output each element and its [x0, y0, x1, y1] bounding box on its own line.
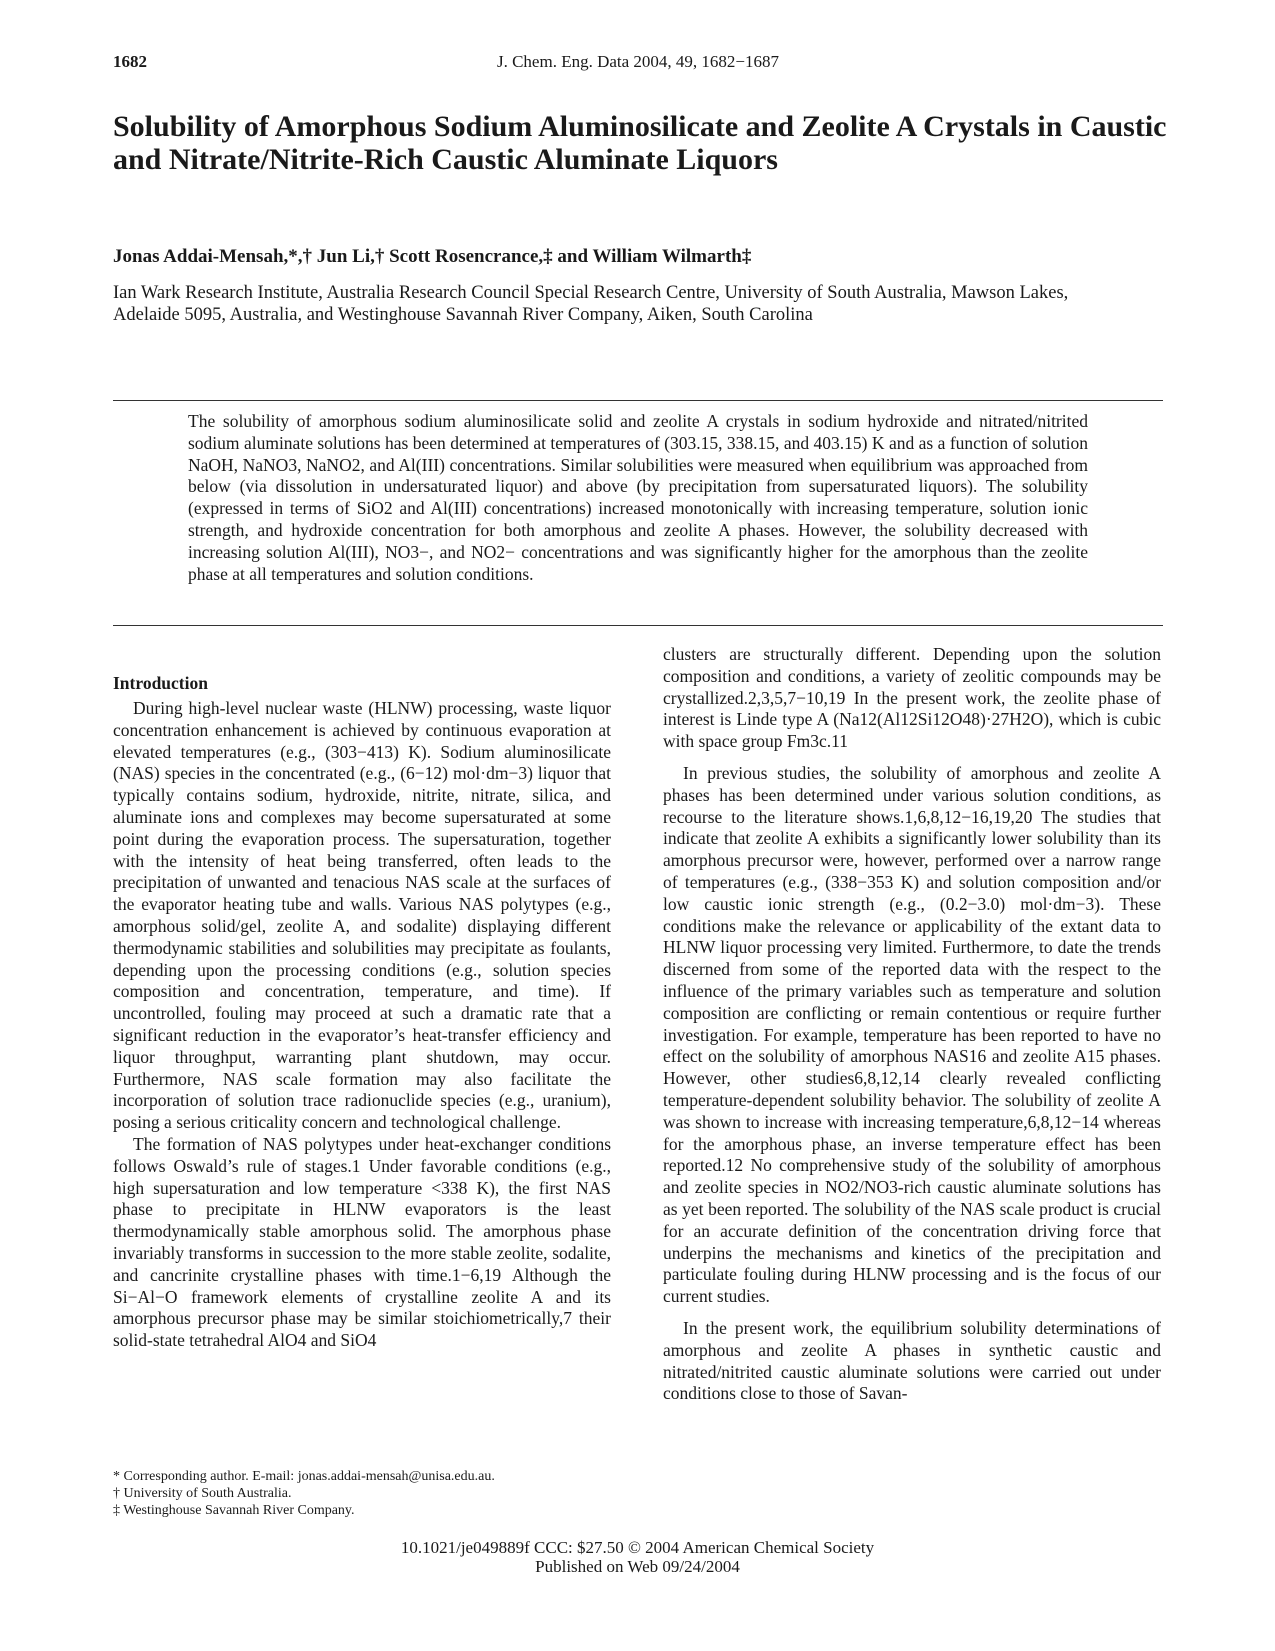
section-heading-introduction: Introduction — [113, 673, 208, 693]
paragraph-spacer — [663, 1308, 1161, 1318]
running-head — [113, 52, 1163, 76]
footnote-affiliation-dagger: † University of South Australia. — [113, 1486, 292, 1501]
abstract-bottom-rule — [113, 625, 1163, 626]
body-paragraph: The formation of NAS polytypes under heat-exchanger conditions follows Oswald’s rule of stages.1 Under favorable conditions (e.g., high supersaturation and low temperature <338 K), the first NAS phase to precipitate in HLNW evaporators is the least thermodynamically stable amorphous solid. The amorphous phase invariably transforms in succession to the more stable zeolite, sodalite, and cancrinite crystalline phases with time.1−6,19 Although the Si−Al−O framework elements of crystalline zeolite A and its amorphous precursor phase may be similar stoichiometrically,7 their solid-state tetrahedral AlO4 and SiO4 — [113, 1133, 611, 1351]
doi-copyright-line: 10.1021/je049889f CCC: $27.50 © 2004 American Chemical Society — [400, 1538, 875, 1557]
abstract-top-rule — [113, 400, 1163, 401]
footnote-corresponding-author: * Corresponding author. E-mail: jonas.addai-mensah@unisa.edu.au. — [113, 1469, 495, 1484]
author-affiliation: Ian Wark Research Institute, Australia Research Council Special Research Centre, University of South Australia, Mawson Lakes, Adelaide 5095, Australia, and Westinghouse Savannah River Company, Aiken, South Carolina — [113, 283, 1069, 325]
left-column — [113, 672, 611, 1352]
published-date-line: Published on Web 09/24/2004 — [535, 1557, 740, 1576]
right-column — [663, 644, 1161, 1405]
body-paragraph: During high-level nuclear waste (HLNW) processing, waste liquor concentration enhancement is achieved by continuous evaporation at elevated temperatures (e.g., (303−413) K). Sodium aluminosilicate (NAS) species in the concentrated (e.g., (6−12) mol·dm−3) liquor that typically contains sodium, hydroxide, nitrite, nitrate, silica, and aluminate ions and complexes may become supersaturated at some point during the evaporation process. The supersaturation, together with the intensity of heat being transferred, often leads to the precipitation of unwanted and tenacious NAS scale at the surfaces of the evaporator heating tube and walls. Various NAS polytypes (e.g., amorphous solid/gel, zeolite A, and sodalite) displaying different thermodynamic stabilities and solubilities may precipitate as foulants, depending upon the processing conditions (e.g., solution species composition and concentration, temperature, and time). If uncontrolled, fouling may proceed at such a dramatic rate that a significant reduction in the evaporator’s heat-transfer efficiency and liquor throughput, warranting plant shutdown, may occur. Furthermore, NAS scale formation may also facilitate the incorporation of solution trace radionuclide species (e.g., uranium), posing a serious criticality concern and technological challenge. — [113, 698, 611, 1133]
body-paragraph: In the present work, the equilibrium solubility determinations of amorphous and zeolite A phases in synthetic caustic and nitrated/nitrited caustic aluminate solutions were carried out under conditions close to those of Savan- — [663, 1317, 1161, 1404]
footnote-affiliation-double-dagger: ‡ Westinghouse Savannah River Company. — [113, 1503, 355, 1518]
body-paragraph: clusters are structurally different. Depending upon the solution composition and conditions, a variety of zeolitic compounds may be crystallized.2,3,5,7−10,19 In the present work, the zeolite phase of interest is Linde type A (Na12(Al12Si12O48)·27H2O), which is cubic with space group Fm3c.11 — [663, 644, 1161, 752]
footnotes — [113, 1468, 611, 1519]
publication-info — [0, 1538, 1275, 1576]
body-paragraph: In previous studies, the solubility of amorphous and zeolite A phases has been determined under various solution conditions, as recourse to the literature shows.1,6,8,12−16,19,20 The studies that indicate that zeolite A exhibits a significantly lower solubility than its amorphous precursor were, however, performed over a narrow range of temperatures (e.g., (338−353 K) and solution composition and/or low caustic ionic strength (e.g., (0.2−3.0) mol·dm−3). These conditions make the relevance or applicability of the extant data to HLNW liquor processing very limited. Furthermore, to date the trends discerned from some of the reported data with the respect to the influence of the primary variables such as temperature and solution composition are conflicting or remain contentious or require further investigation. For example, temperature has been reported to have no effect on the solubility of amorphous NAS16 and zeolite A15 phases. However, other studies6,8,12,14 clearly revealed conflicting temperature-dependent solubility behavior. The solubility of zeolite A was shown to increase with increasing temperature,6,8,12−14 whereas for the amorphous phase, an inverse temperature effect has been reported.12 No comprehensive study of the solubility of amorphous and zeolite species in NO2/NO3-rich caustic aluminate solutions has as yet been reported. The solubility of the NAS scale product is crucial for an accurate definition of the concentration driving force that underpins the mechanisms and kinetics of the precipitation and particulate fouling during HLNW processing and is the focus of our current studies. — [663, 762, 1161, 1307]
paragraph-spacer — [663, 753, 1161, 763]
abstract: The solubility of amorphous sodium aluminosilicate solid and zeolite A crystals in sodium hydroxide and nitrated/nitrited sodium aluminate solutions has been determined at temperatures of (303.15, 338.15, and 403.15) K and as a function of solution NaOH, NaNO3, NaNO2, and Al(III) concentrations. Similar solubilities were measured when equilibrium was approached from below (via dissolution in undersaturated liquor) and above (by precipitation from supersaturated liquors). The solubility (expressed in terms of SiO2 and Al(III) concentrations) increased monotonically with increasing temperature, solution ionic strength, and hydroxide concentration for both amorphous and zeolite A phases. However, the solubility decreased with increasing solution Al(III), NO3−, and NO2− concentrations and was significantly higher for the amorphous than the zeolite phase at all temperatures and solution conditions. — [188, 411, 1088, 584]
page-number: 1682 — [113, 52, 147, 71]
article-title: Solubility of Amorphous Sodium Aluminosilicate and Zeolite A Crystals in Caustic and Nitrate/Nitrite-Rich Caustic Aluminate Liquors — [113, 110, 1167, 176]
author-list: Jonas Addai-Mensah,*,† Jun Li,† Scott Rosencrance,‡ and William Wilmarth‡ — [113, 246, 752, 267]
journal-citation-line: J. Chem. Eng. Data 2004, 49, 1682−1687 — [496, 52, 780, 71]
